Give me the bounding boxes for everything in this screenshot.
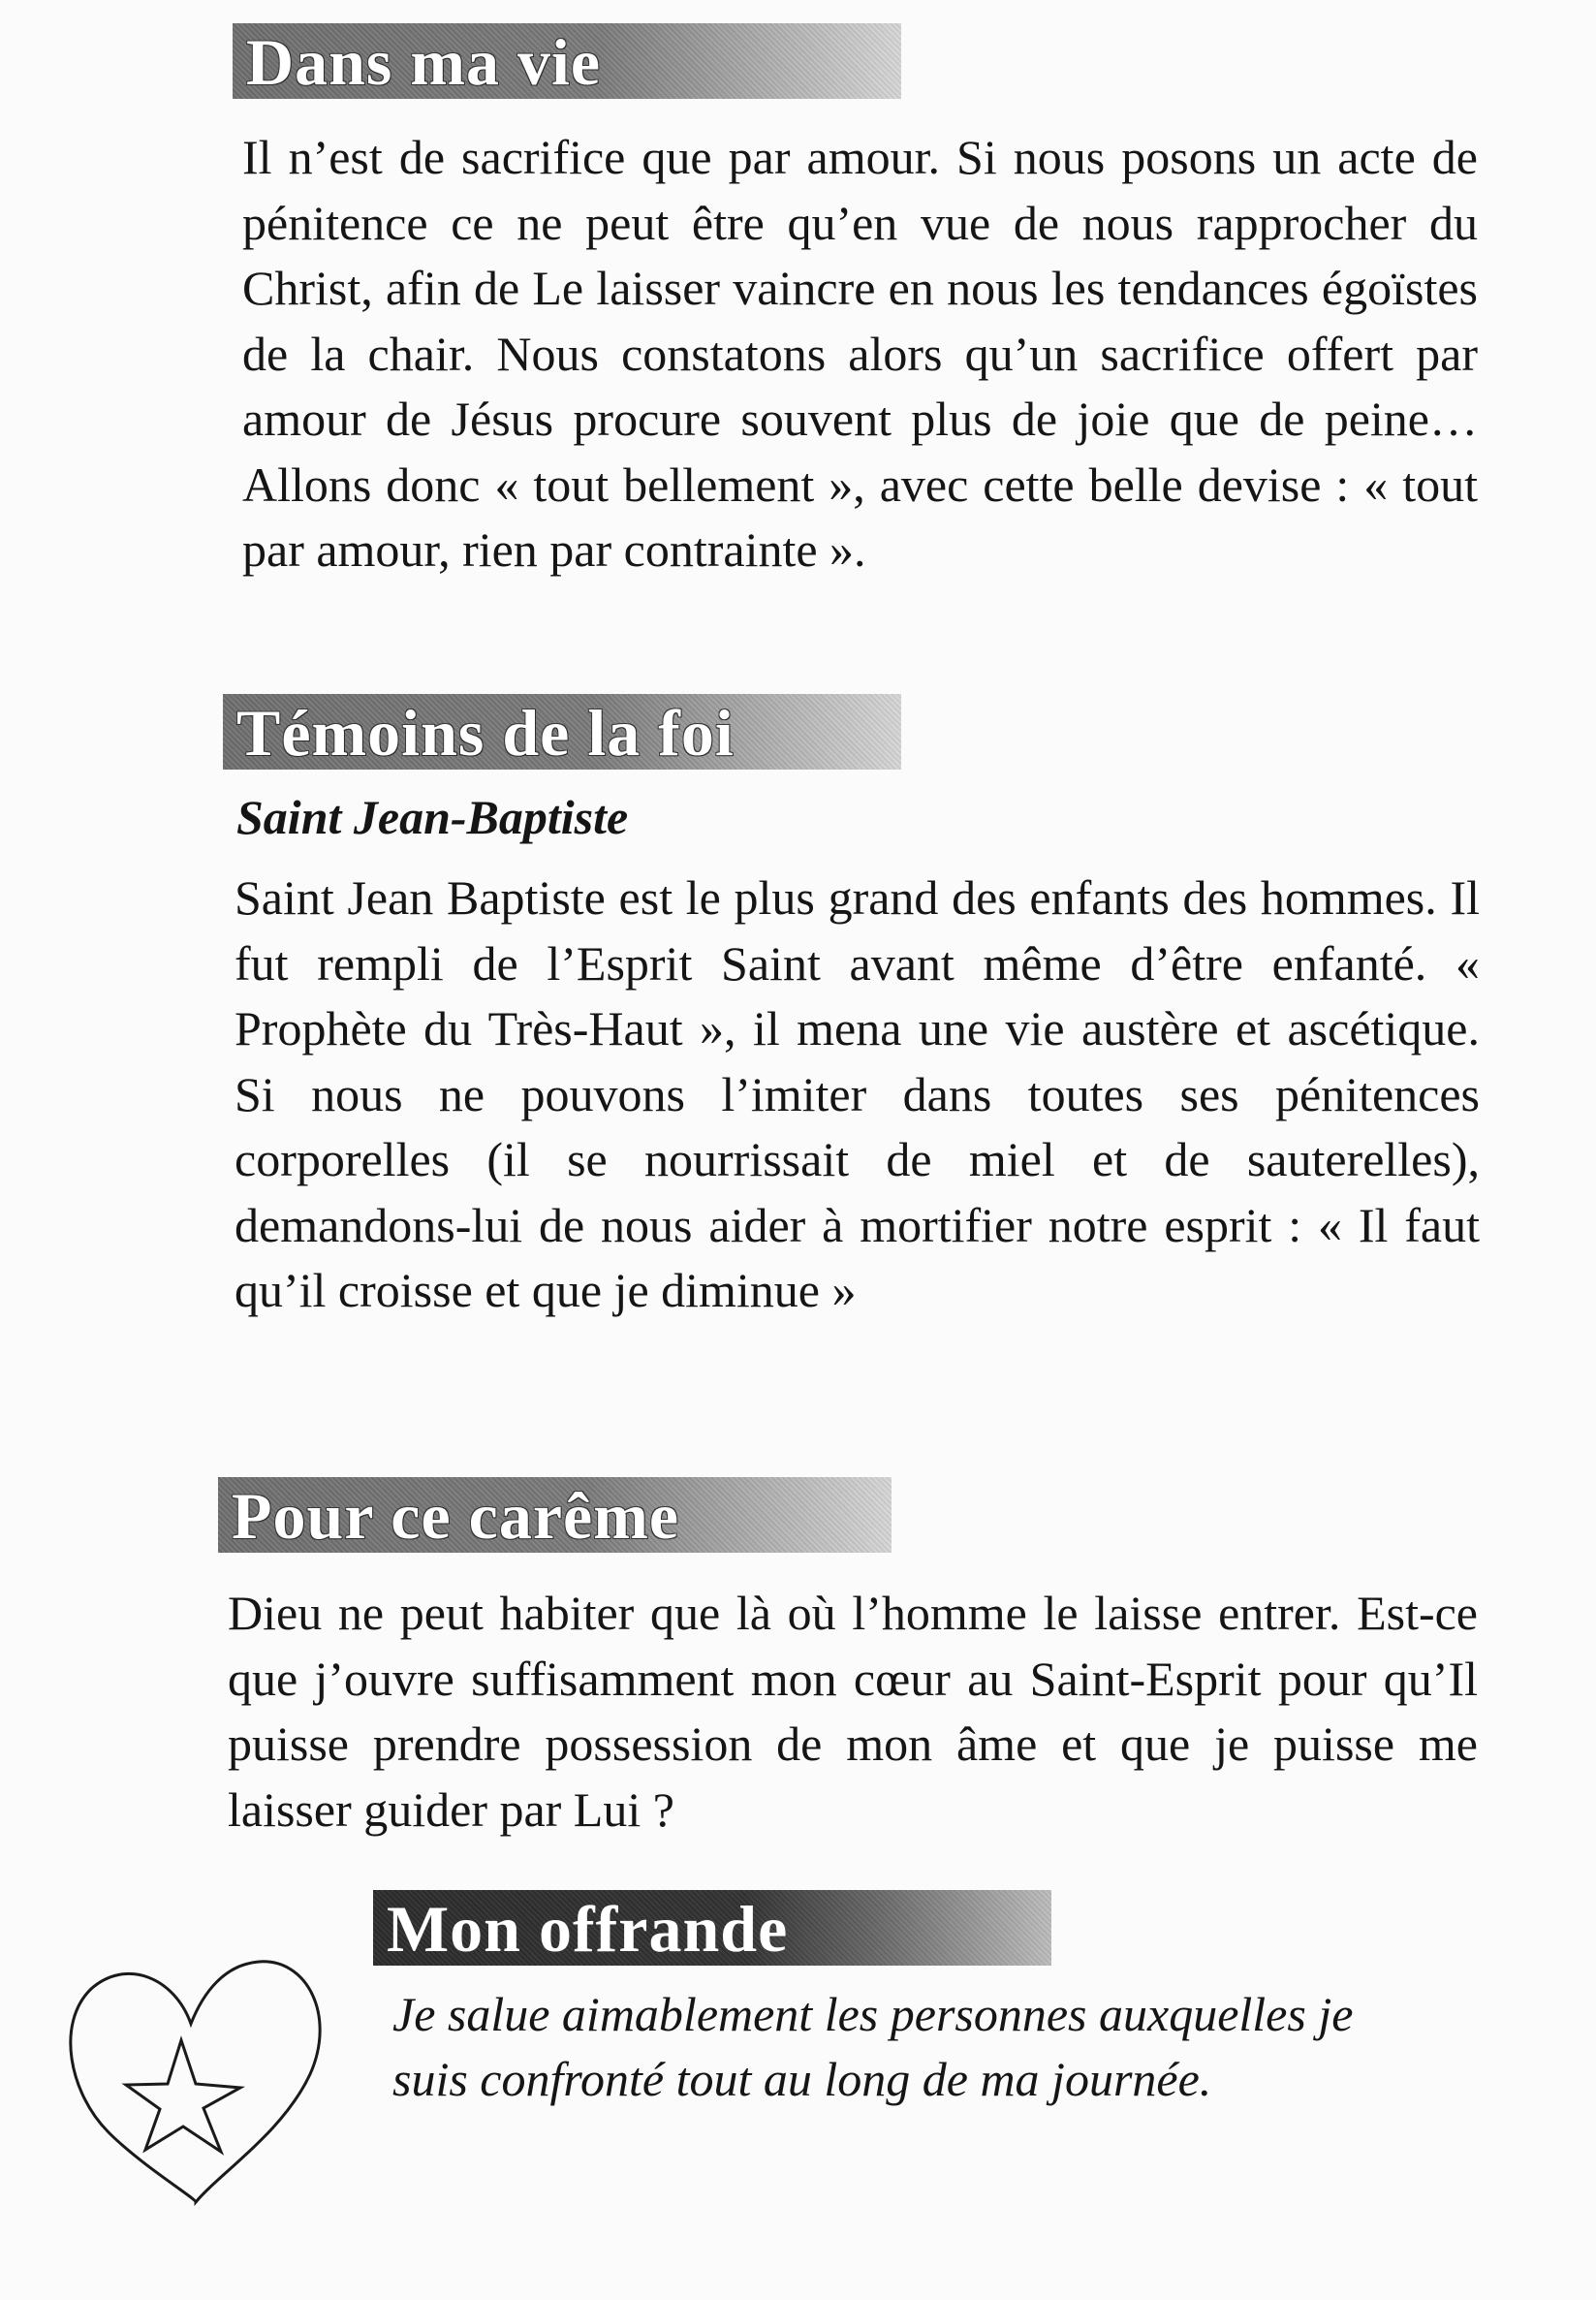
section-paragraph: Il n’est de sacrifice que par amour. Si nous posons un acte de pénitence ce ne peut être qu’en vue de nous rapprocher du Christ, afin de Le laisser vaincre en nous les tendances égoïstes de la chair. Nous constatons alors qu’un sacrifice offert par amour de Jésus procure souvent plus de joie que de peine… Allons donc « tout bellement », avec cette belle devise : « tout par amour, rien par contrainte ». — [242, 130, 1478, 577]
heart-with-star-icon — [50, 1948, 331, 2210]
section-heading — [223, 694, 901, 770]
section-temoins-de-la-foi — [223, 694, 1483, 1324]
section-heading — [218, 1477, 892, 1553]
section-paragraph: Dieu ne peut habiter que là où l’homme le laisse entrer. Est-ce que j’ouvre suffisamment mon cœur au Saint-Esprit pour qu’Il puisse prendre possession de mon âme et que je puisse me laisser guider par Lui ? — [228, 1586, 1478, 1837]
section-mon-offrande — [373, 1890, 1449, 2112]
section-heading-text: Témoins de la foi — [236, 696, 735, 770]
section-paragraph: Saint Jean Baptiste est le plus grand des enfants des hommes. Il fut rempli de l’Esprit Saint avant même d’être enfanté. « Prophète du Très-Haut », il mena une vie austère et ascétique. Si nous ne pouvons l’imiter dans toutes ses pénitences corporelles (il se nourrissait de miel et de sauterelles), demandons-lui de nous aider à mortifier notre esprit : « Il faut qu’il croisse et que je diminue » — [235, 870, 1480, 1317]
section-heading-text: Mon offrande — [387, 1892, 789, 1966]
section-heading-text: Dans ma vie — [246, 25, 602, 99]
section-heading — [233, 23, 901, 99]
section-paragraph: Je salue aimablement les personnes auxquelles je suis confronté tout au long de ma journée. — [392, 1987, 1354, 2106]
section-pour-ce-careme — [218, 1477, 1478, 1843]
section-heading-text: Pour ce carême — [232, 1479, 680, 1553]
section-dans-ma-vie — [233, 23, 1483, 583]
section-heading — [373, 1890, 1051, 1966]
section-subtitle: Saint Jean-Baptiste — [236, 790, 629, 844]
